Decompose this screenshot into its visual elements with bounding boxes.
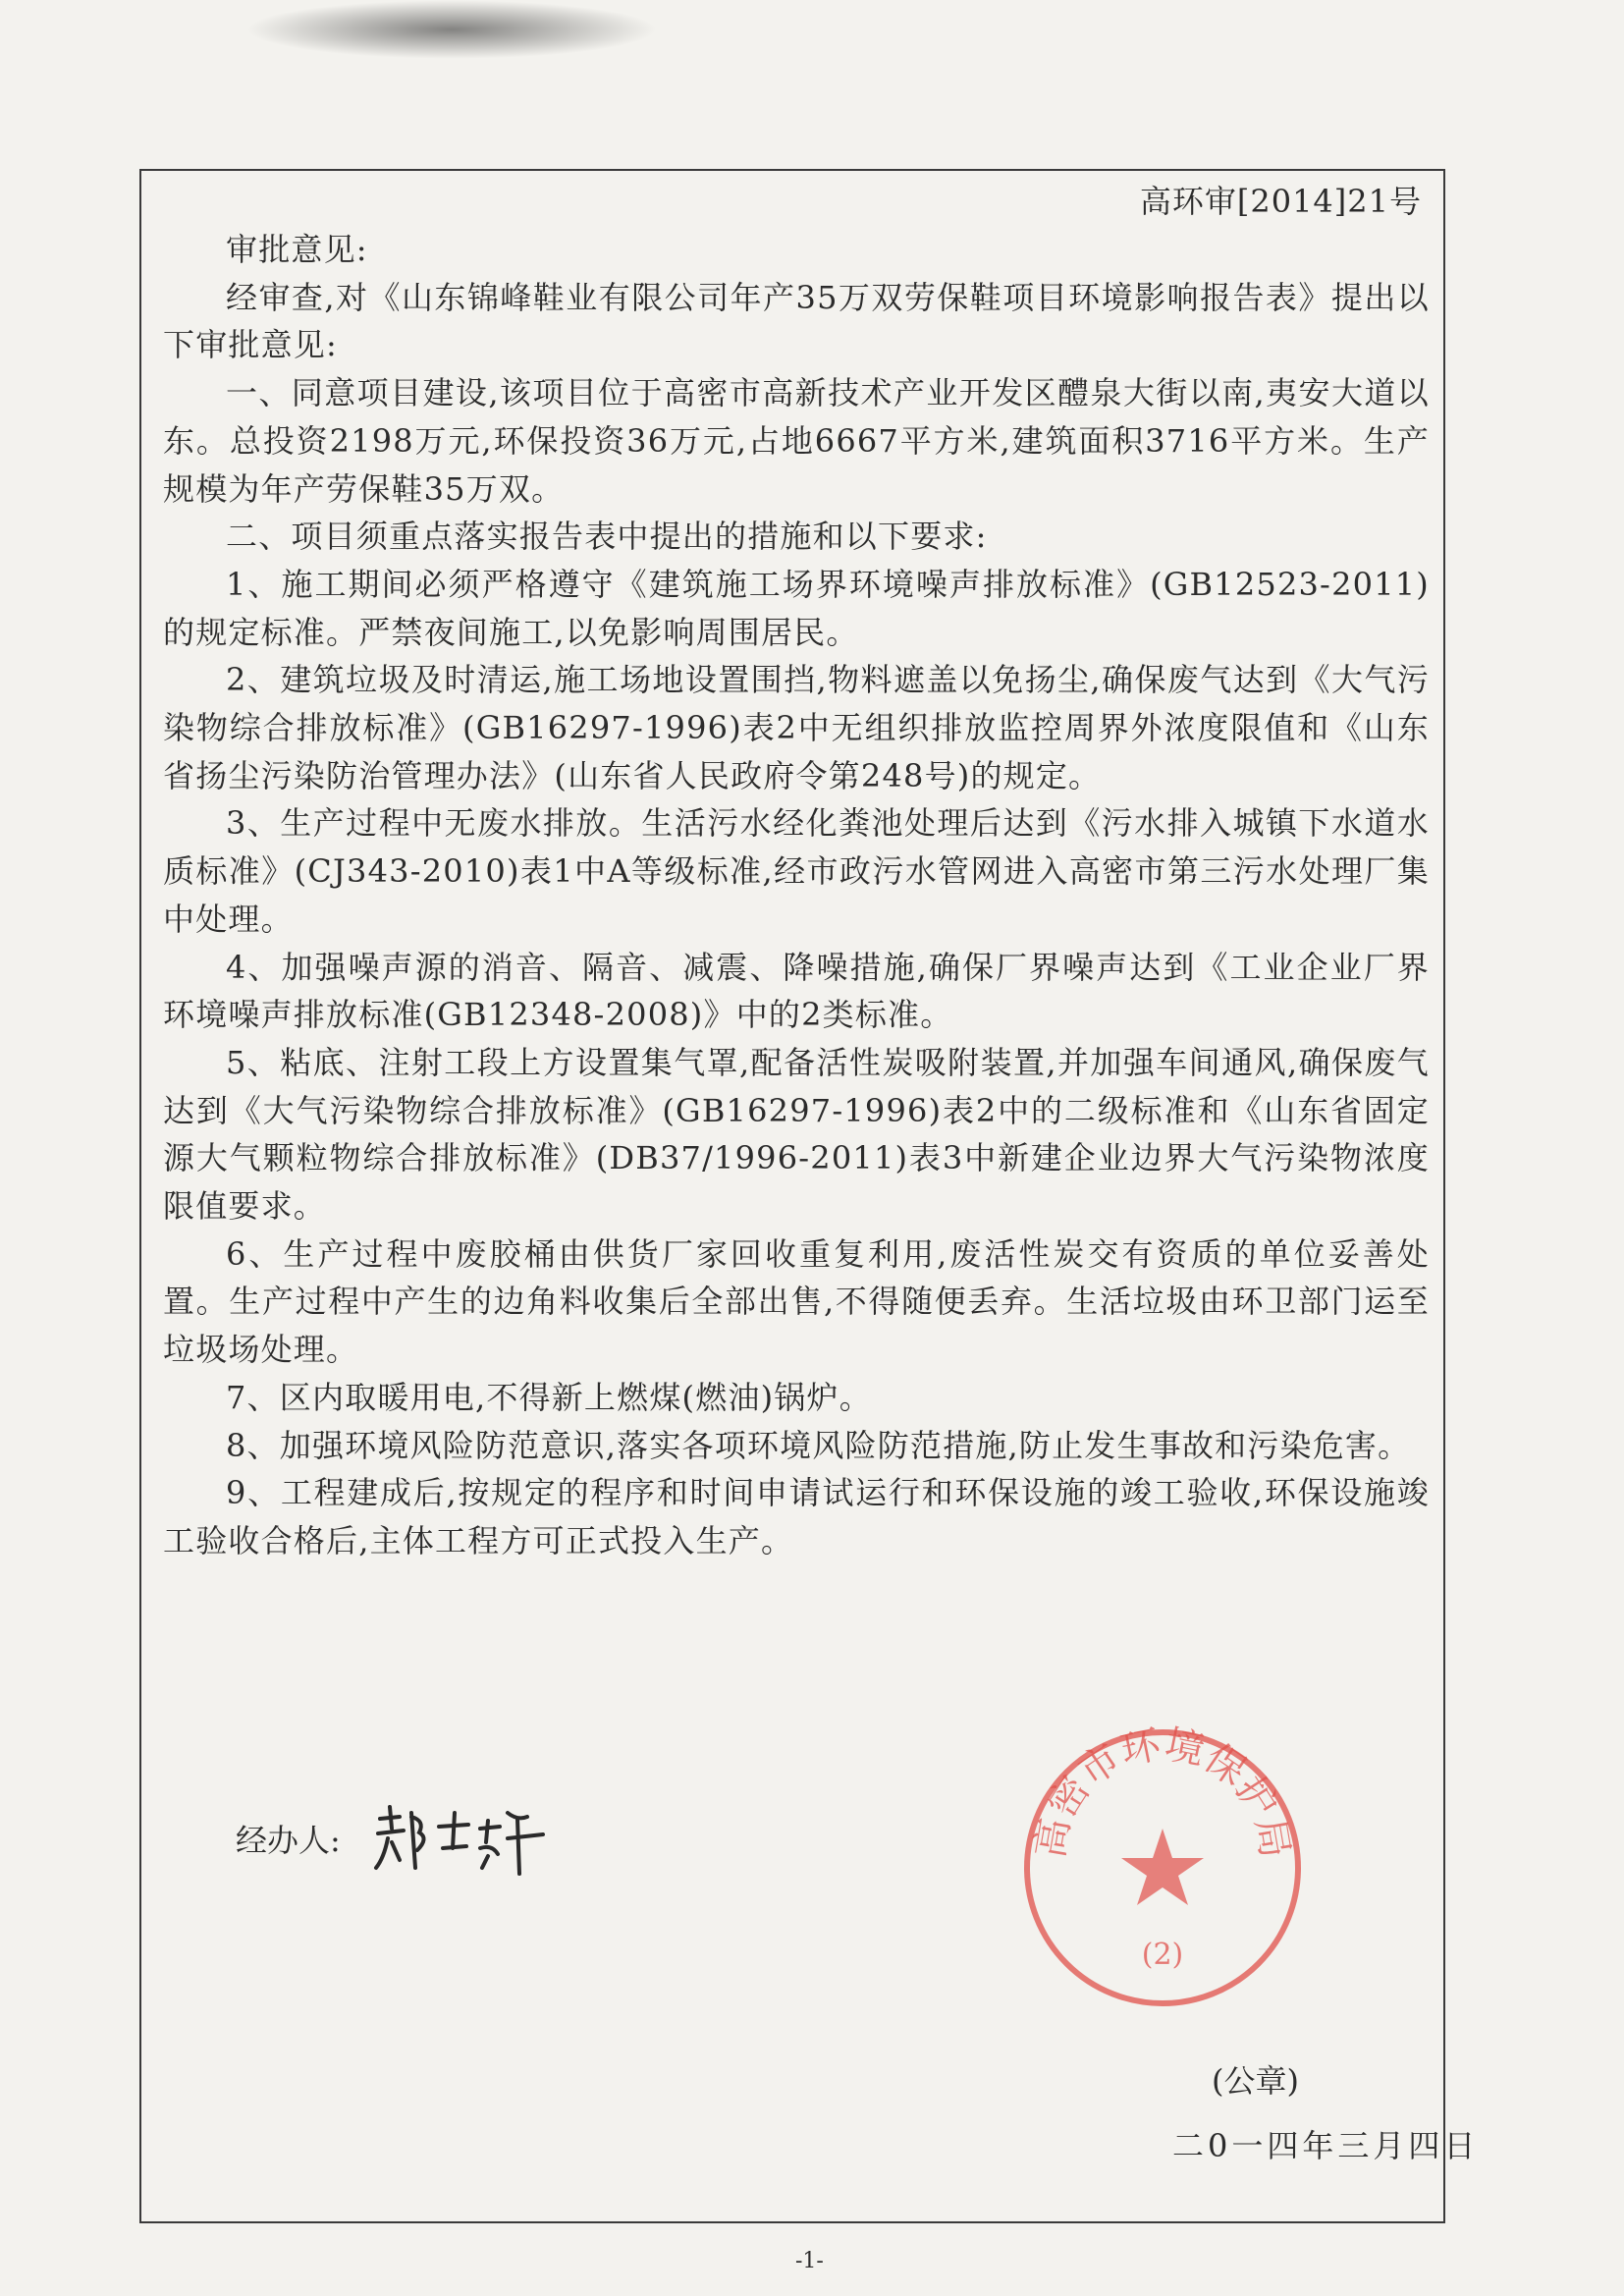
issue-date: 二0一四年三月四日	[1172, 2127, 1480, 2164]
paragraph-intro: 经审查,对《山东锦峰鞋业有限公司年产35万双劳保鞋项目环境影响报告表》提出以下审批意见:	[163, 278, 1430, 364]
requirement-1: 1、施工期间必须严格遵守《建筑施工场界环境噪声排放标准》(GB12523-2011)的规定标准。严禁夜间施工,以免影响周围居民。	[163, 565, 1430, 651]
page-number: -1-	[795, 2249, 824, 2273]
requirement-3: 3、生产过程中无废水排放。生活污水经化粪池处理后达到《污水排入城镇下水道水质标准》(CJ343-2010)表1中A等级标准,经市政污水管网进入高密市第三污水处理厂集中处理。	[163, 804, 1430, 938]
requirement-2: 2、建筑垃圾及时清运,施工场地设置围挡,物料遮盖以免扬尘,确保废气达到《大气污染物综合排放标准》(GB16297-1996)表2中无组织排放监控周界外浓度限值和《山东省扬尘污染防治管理办法》(山东省人民政府令第248号)的规定。	[163, 661, 1430, 794]
scan-smudge	[245, 0, 658, 59]
handwritten-signature	[370, 1799, 557, 1878]
seal-text: 高密市环境保护局	[1027, 1722, 1298, 1862]
official-seal	[1015, 1721, 1310, 2015]
paragraph-heading: 审批意见:	[226, 231, 368, 268]
document-number: 高环审[2014]21号	[1139, 183, 1422, 220]
approval-body	[163, 226, 1430, 1565]
seal-number: (2)	[1141, 1938, 1184, 1972]
seal-label: (公章)	[1212, 2062, 1299, 2100]
requirement-5: 5、粘底、注射工段上方设置集气罩,配备活性炭吸附装置,并加强车间通风,确保废气达到《大气污染物综合排放标准》(GB16297-1996)表2中的二级标准和《山东省固定源大气颗粒物综合排放标准》(DB37/1996-2011)表3中新建企业边界大气污染物浓度限值要求。	[163, 1043, 1430, 1226]
requirement-7: 7、区内取暖用电,不得新上燃煤(燃油)锅炉。	[226, 1378, 872, 1416]
handler-label: 经办人:	[236, 1822, 341, 1859]
requirement-6: 6、生产过程中废胶桶由供货厂家回收重复利用,废活性炭交有资质的单位妥善处置。生产过程中产生的边角料收集后全部出售,不得随便丢弃。生活垃圾由环卫部门运至垃圾场处理。	[163, 1234, 1430, 1369]
paragraph-item-2: 二、项目须重点落实报告表中提出的措施和以下要求:	[226, 518, 988, 556]
paragraph-item-1: 一、同意项目建设,该项目位于高密市高新技术产业开发区醴泉大街以南,夷安大道以东。总投资2198万元,环保投资36万元,占地6667平方米,建筑面积3716平方米。生产规模为年产劳保鞋35万双。	[163, 374, 1430, 508]
requirement-8: 8、加强环境风险防范意识,落实各项环境风险防范措施,防止发生事故和污染危害。	[226, 1426, 1411, 1464]
requirement-4: 4、加强噪声源的消音、隔音、减震、降噪措施,确保厂界噪声达到《工业企业厂界环境噪声排放标准(GB12348-2008)》中的2类标准。	[163, 948, 1430, 1034]
handler-row	[236, 1799, 557, 1878]
document-frame	[139, 169, 1480, 2223]
requirement-9: 9、工程建成后,按规定的程序和时间申请试运行和环保设施的竣工验收,环保设施竣工验收合格后,主体工程方可正式投入生产。	[163, 1474, 1430, 1559]
seal-block	[1027, 1722, 1480, 2164]
